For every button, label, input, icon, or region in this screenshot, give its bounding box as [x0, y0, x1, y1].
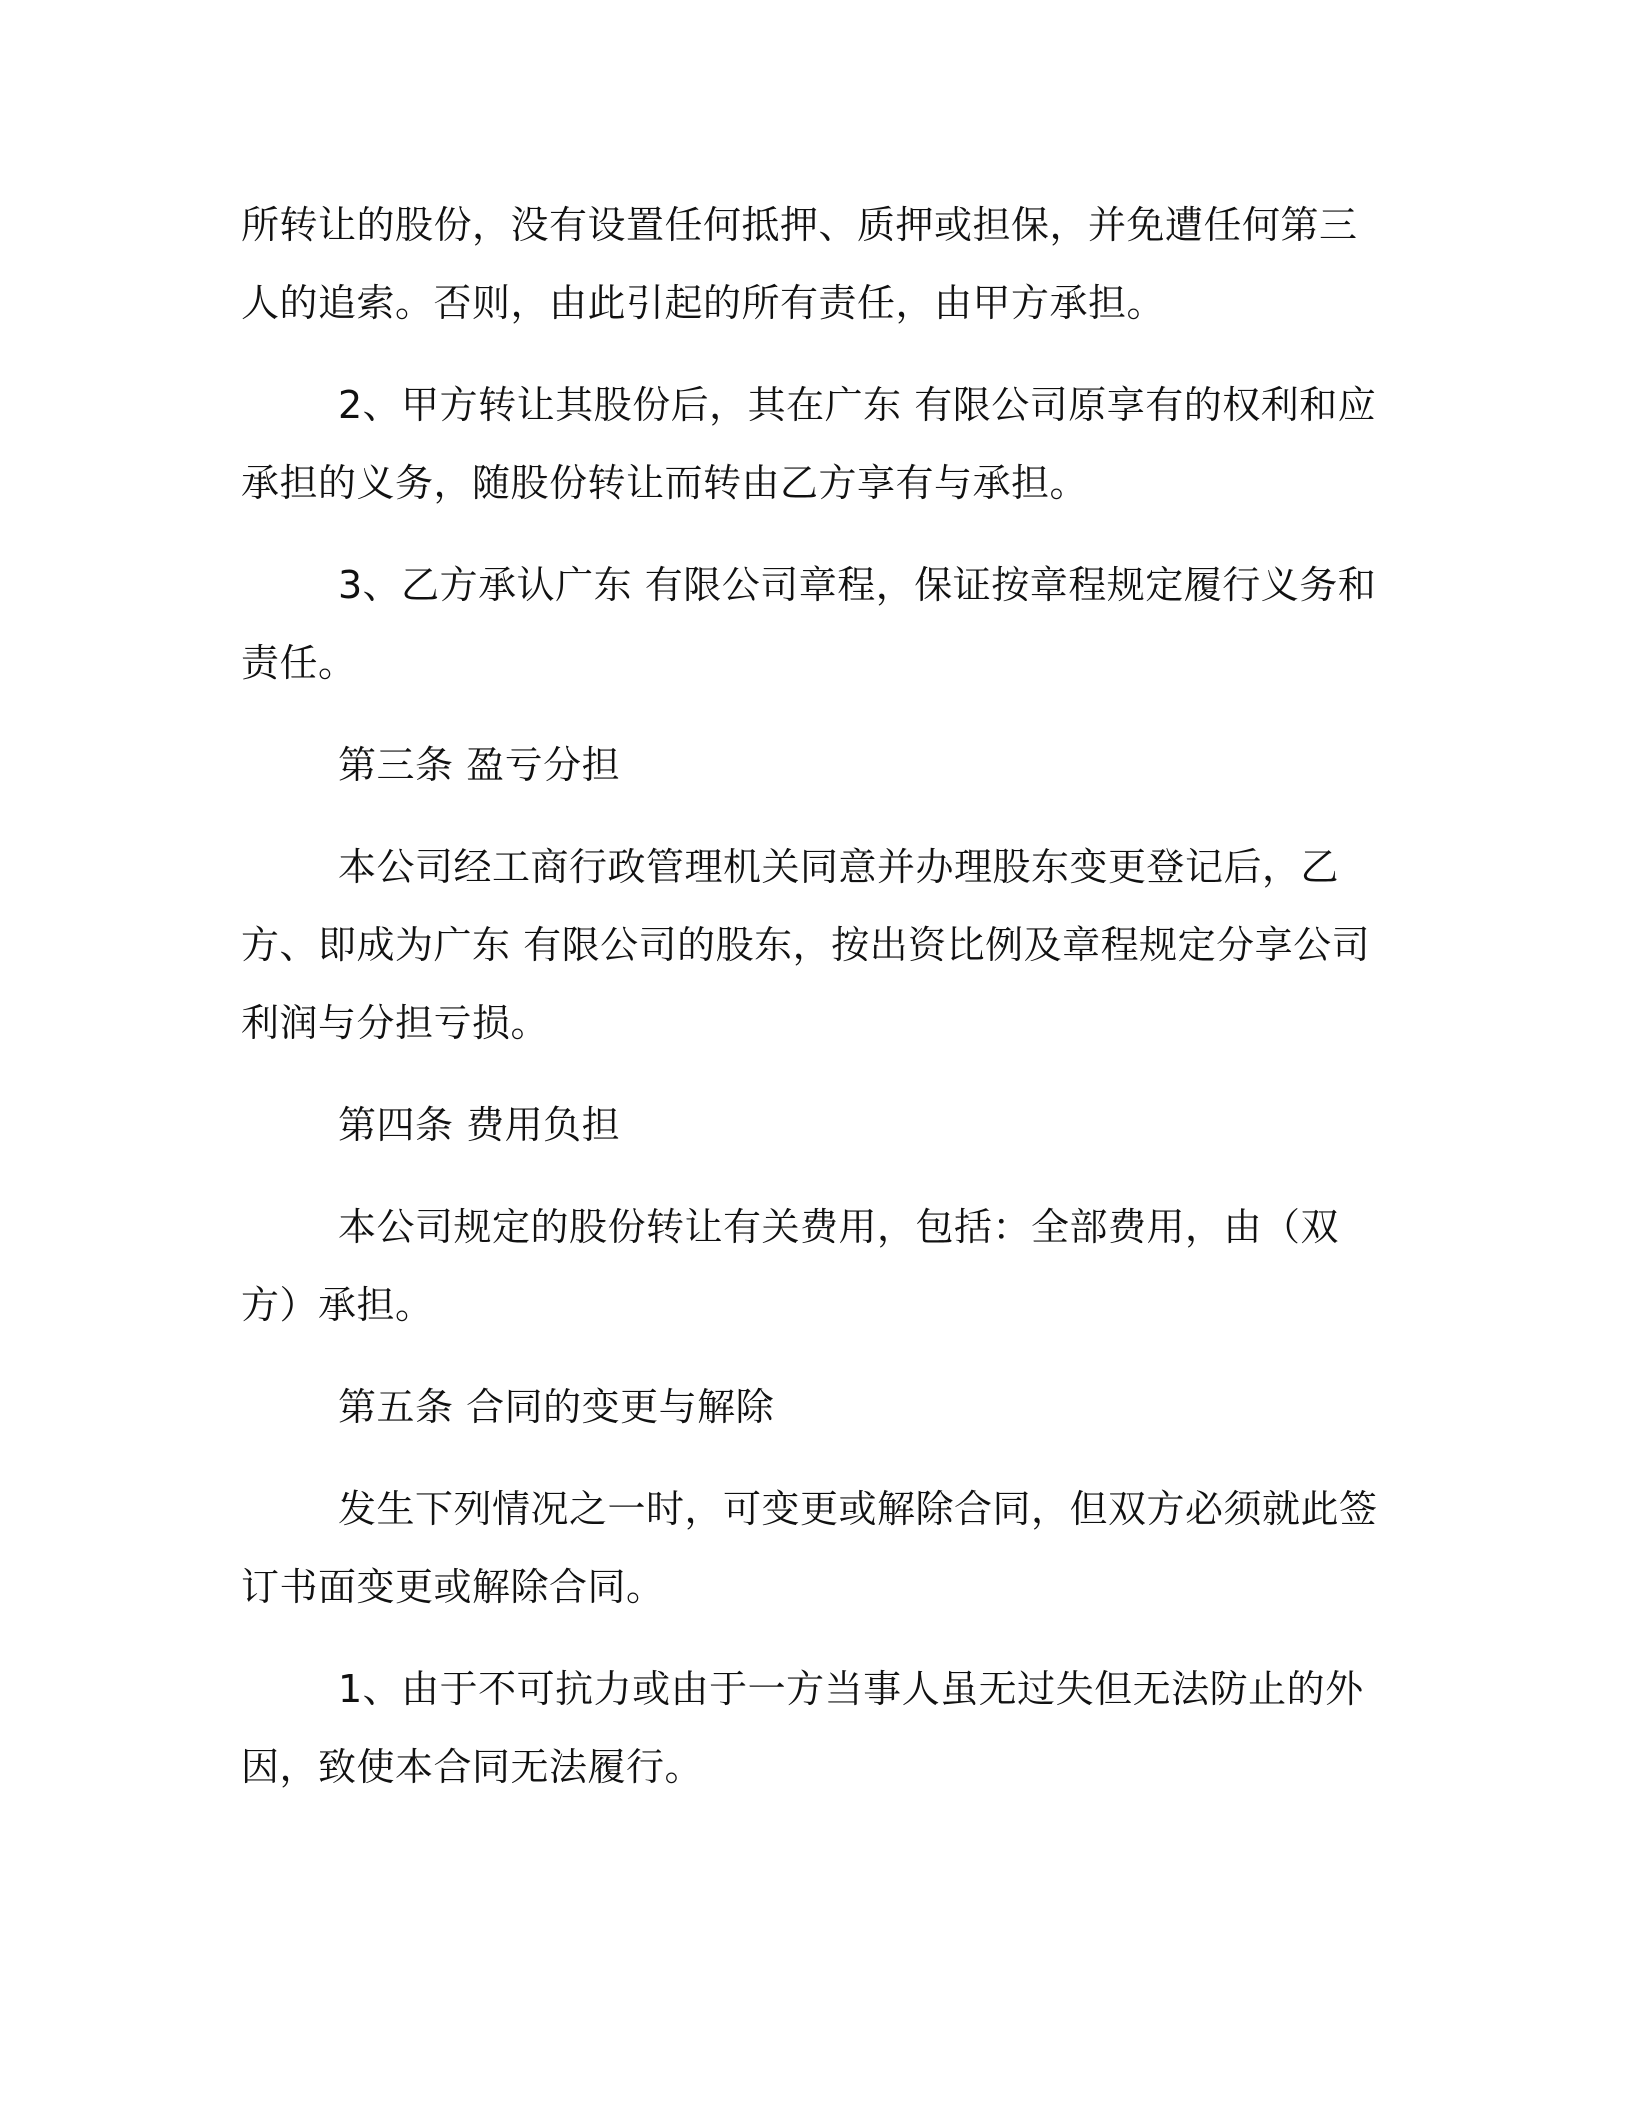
paragraph-clause-3: 3、乙方承认广东 有限公司章程，保证按章程规定履行义务和责任。	[241, 563, 1377, 685]
paragraph-share-guarantee: 所转让的股份，没有设置任何抵押、质押或担保，并免遭任何第三人的追索。否则，由此引起的所有责任，由甲方承担。	[241, 203, 1358, 325]
paragraph-force-majeure: 1、由于不可抗力或由于一方当事人虽无过失但无法防止的外因，致使本合同无法履行。	[241, 1667, 1364, 1789]
document-body	[241, 186, 1391, 1806]
heading-article-5: 第五条 合同的变更与解除	[338, 1385, 775, 1429]
paragraph-clause-2: 2、甲方转让其股份后，其在广东 有限公司原享有的权利和应承担的义务，随股份转让而转由乙方享有与承担。	[241, 383, 1377, 505]
paragraph-profit-loss: 本公司经工商行政管理机关同意并办理股东变更登记后，乙方、即成为广东 有限公司的股东，按出资比例及章程规定分享公司利润与分担亏损。	[241, 845, 1371, 1045]
paragraph-change-termination: 发生下列情况之一时，可变更或解除合同，但双方必须就此签订书面变更或解除合同。	[241, 1487, 1378, 1609]
heading-article-3: 第三条 盈亏分担	[338, 743, 621, 787]
paragraph-fees: 本公司规定的股份转让有关费用，包括：全部费用，由（双方）承担。	[241, 1205, 1340, 1327]
heading-article-4: 第四条 费用负担	[338, 1103, 621, 1147]
